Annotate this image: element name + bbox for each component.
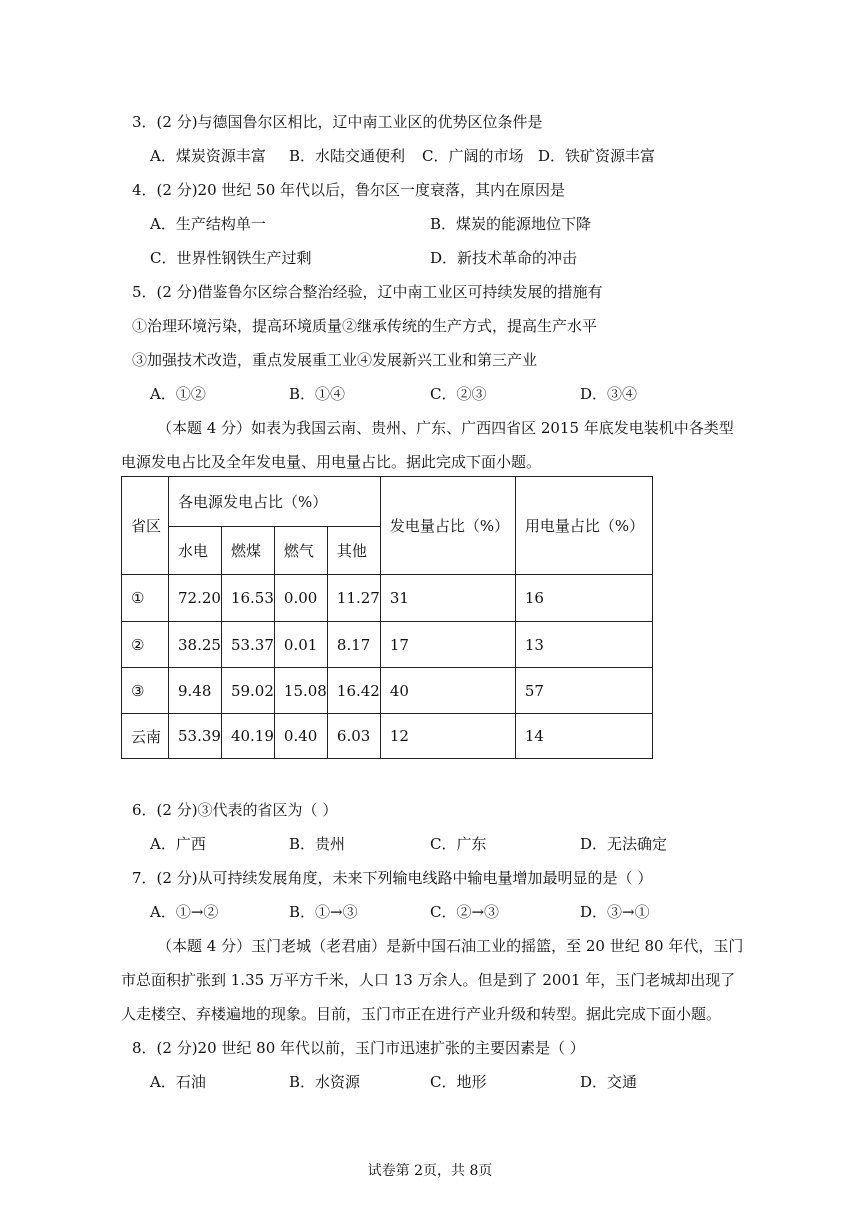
header-hydro: 水电 [169,527,222,575]
q6-stem: 6．(2 分)③代表的省区为（ ） [132,801,338,819]
q5-option-d: D．③④ [580,385,638,403]
q4-option-a: A．生产结构单一 [150,215,266,233]
table-cell: 16.53 [221,575,274,622]
table-cell: 14 [515,714,652,759]
intro-1-line-1: （本题 4 分）如表为我国云南、贵州、广东、广西四省区 2015 年底发电装机中各类型 [157,419,734,437]
header-source-share: 各电源发电占比（%） [169,477,381,527]
table-cell: 15.08 [274,668,327,714]
table-cell: 9.48 [169,668,222,714]
table-cell: 16.42 [327,668,380,714]
table-cell: 59.02 [221,668,274,714]
table-cell: 53.37 [221,622,274,668]
q6-option-d: D．无法确定 [580,835,668,853]
q5-stem: 5．(2 分)借鉴鲁尔区综合整治经验，辽中南工业区可持续发展的措施有 [132,283,603,301]
table-row [122,575,653,622]
intro-2-line-1: （本题 4 分）玉门老城（老君庙）是新中国石油工业的摇篮，至 20 世纪 80 年代，玉门 [157,937,744,955]
table-cell: ② [122,622,169,668]
q3-option-b: B．水陆交通便利 [289,147,406,165]
q8-option-c: C．地形 [430,1073,487,1091]
q5-statement-line-2: ③加强技术改造，重点发展重工业④发展新兴工业和第三产业 [132,351,538,369]
table-cell: 6.03 [327,714,380,759]
table-cell: 40.19 [221,714,274,759]
table-cell: 12 [380,714,515,759]
q3-stem: 3．(2 分)与德国鲁尔区相比，辽中南工业区的优势区位条件是 [132,113,543,131]
table-cell: 17 [380,622,515,668]
intro-1-line-2: 电源发电占比及全年发电量、用电量占比。据此完成下面小题。 [121,453,542,471]
table-cell: ③ [122,668,169,714]
q6-option-a: A．广西 [150,835,206,853]
q4-option-d: D．新技术革命的冲击 [430,249,578,267]
q5-statement-line-1: ①治理环境污染，提高环境质量②继承传统的生产方式，提高生产水平 [132,317,598,335]
q7-option-b: B．①→③ [289,903,358,921]
header-other: 其他 [327,527,380,575]
q8-option-a: A．石油 [150,1073,206,1091]
table-cell: 0.00 [274,575,327,622]
table-cell: 72.20 [169,575,222,622]
header-consumption-share: 用电量占比（%） [515,477,652,575]
intro-2-line-2: 市总面积扩张到 1.35 万平方千米，人口 13 万余人。但是到了 2001 年，玉门老城却出现了 [121,971,736,989]
table-cell: 0.01 [274,622,327,668]
table-row [122,714,653,759]
table-cell: 13 [515,622,652,668]
header-coal: 燃煤 [221,527,274,575]
q5-option-b: B．①④ [289,385,346,403]
q7-option-a: A．①→② [150,903,219,921]
header-province: 省区 [122,477,169,575]
header-gas: 燃气 [274,527,327,575]
q5-option-c: C．②③ [430,385,487,403]
table-cell: 57 [515,668,652,714]
power-generation-table [121,476,653,759]
table-cell: 16 [515,575,652,622]
table-cell: 11.27 [327,575,380,622]
table-cell: 53.39 [169,714,222,759]
q4-option-c: C．世界性钢铁生产过剩 [150,249,312,267]
intro-2-line-3: 人走楼空、弃楼遍地的现象。目前，玉门市正在进行产业升级和转型。据此完成下面小题。 [121,1005,722,1023]
q7-option-d: D．③→① [580,903,650,921]
q7-stem: 7．(2 分)从可持续发展角度，未来下列输电线路中输电量增加最明显的是（ ） [132,869,653,887]
table-cell: 40 [380,668,515,714]
table-cell: 云南 [122,714,169,759]
q8-option-b: B．水资源 [289,1073,361,1091]
q5-option-a: A．①② [150,385,206,403]
table-row [122,622,653,668]
q8-stem: 8．(2 分)20 世纪 80 年代以前，玉门市迅速扩张的主要因素是（ ） [132,1039,585,1057]
table-cell: 0.40 [274,714,327,759]
page-footer: 试卷第 2页，共 8页 [367,1163,493,1179]
q8-option-d: D．交通 [580,1073,638,1091]
table-cell: 8.17 [327,622,380,668]
q3-option-a: A．煤炭资源丰富 [150,147,266,165]
q4-stem: 4．(2 分)20 世纪 50 年代以后，鲁尔区一度衰落，其内在原因是 [132,181,566,199]
q3-option-c: C．广阔的市场 [422,147,524,165]
table-row [122,668,653,714]
q6-option-c: C．广东 [430,835,487,853]
header-generation-share: 发电量占比（%） [380,477,515,575]
table-cell: 38.25 [169,622,222,668]
table-cell: ① [122,575,169,622]
q7-option-c: C．②→③ [430,903,500,921]
table-cell: 31 [380,575,515,622]
q6-option-b: B．贵州 [289,835,346,853]
q3-option-d: D．铁矿资源丰富 [538,147,656,165]
q4-option-b: B．煤炭的能源地位下降 [430,215,592,233]
